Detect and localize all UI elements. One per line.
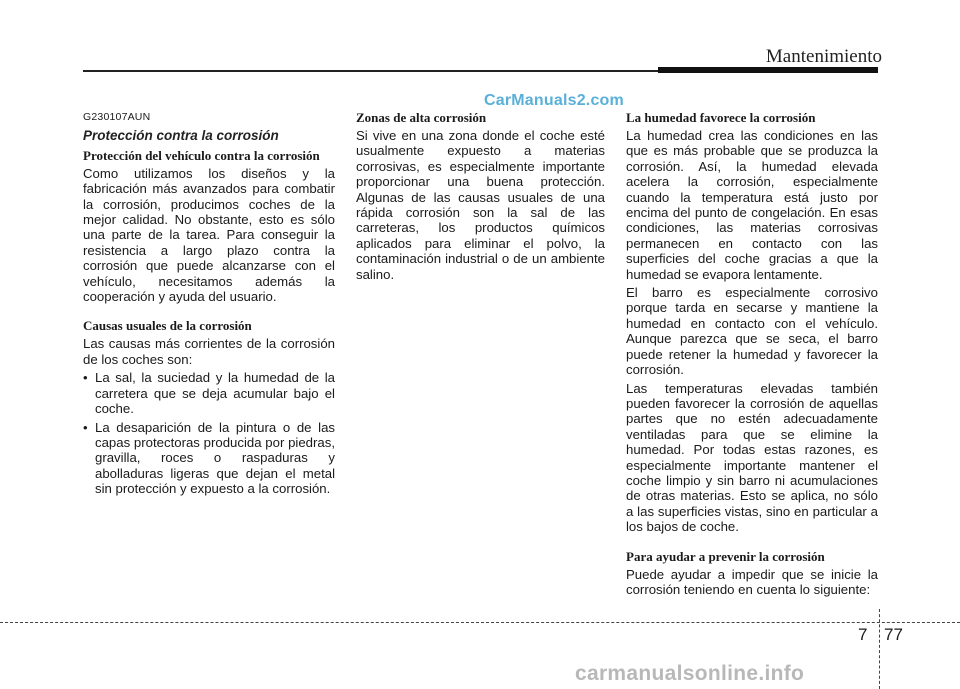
paragraph: Las temperaturas elevadas también pueden favorecer la corrosión de aquellas partes que no estén adecuadamente ventiladas para que se elimine la humedad. Por todas estas razones, es especialmente importante mantener el coche limpio y sin barro ni acumulaciones de otras materias. Esto se aplica, no sólo a las superficies vistas, sino en particular a los bajos de coche. xyxy=(626,380,878,535)
page-number: 77 xyxy=(884,625,903,644)
watermark-bottom: carmanualsonline.info xyxy=(575,662,805,685)
watermark-top: CarManuals2.com xyxy=(484,92,624,109)
bullet-list xyxy=(83,370,335,496)
subheading: La humedad favorece la corrosión xyxy=(626,110,816,125)
section-title: Protección contra la corrosión xyxy=(83,128,279,144)
paragraph: La humedad crea las condiciones en las que es más probable que se produzca la corrosión. Así, la humedad elevada acelera la corrosión, especialmente cuando la temperatura está justo por encima del punto de congelación. En esas condiciones, las materias corrosivas permanecen en contacto con las superficies del coche gracias a que la humedad se evapora lentamente. xyxy=(626,128,878,282)
footer-divider xyxy=(879,609,880,689)
list-item: • La desaparición de la pintura o de las capas protectoras producida por piedras, gravilla, roces o raspaduras y abolladuras ligeras que dejan el metal sin protección y expuesto a la corrosión. xyxy=(83,420,335,497)
paragraph: Puede ayudar a impedir que se inicie la corrosión teniendo en cuenta lo siguiente: xyxy=(626,566,878,597)
section-code: G230107AUN xyxy=(83,111,151,123)
subheading: Zonas de alta corrosión xyxy=(356,110,487,125)
subheading: Causas usuales de la corrosión xyxy=(83,318,252,334)
subheading: Para ayudar a prevenir la corrosión xyxy=(626,548,825,564)
footer-rule xyxy=(0,622,960,623)
column-right xyxy=(626,110,878,600)
paragraph: El barro es especialmente corrosivo porque tarda en secarse y mantiene la humedad en contacto con el vehículo. Aunque parezca que se seca, el barro puede retener la humedad y favorecer la corrosión. xyxy=(626,285,878,378)
list-item: • La sal, la suciedad y la humedad de la carretera que se deja acumular bajo el coche. xyxy=(83,370,335,416)
paragraph: Como utilizamos los diseños y la fabricación más avanzados para combatir la corrosión, producimos coches de la mejor calidad. No obstante, esto es sólo una parte de la tarea. Para conseguir la resistencia a largo plazo contra la corrosión que puede alcanzarse con el vehículo, necesitamos además la cooperación y ayuda del usuario. xyxy=(83,165,335,305)
chapter-number: 7 xyxy=(858,625,868,644)
column-middle xyxy=(356,110,605,285)
column-left xyxy=(83,110,335,500)
subheading: Protección del vehículo contra la corrosión xyxy=(83,147,320,163)
chapter-title: Mantenimiento xyxy=(765,46,882,67)
paragraph: Si vive en una zona donde el coche esté usualmente expuesto a materias corrosivas, es especialmente importante proporcionar una buena protección. Algunas de las causas usuales de una rápida corrosión son la sal de las carreteras, los productos químicos aplicados para eliminar el polvo, la contaminación industrial o de un ambiente salino. xyxy=(356,128,605,282)
header-rule xyxy=(83,70,658,72)
header-rule-accent xyxy=(658,67,878,73)
paragraph: Las causas más corrientes de la corrosión de los coches son: xyxy=(83,336,335,367)
